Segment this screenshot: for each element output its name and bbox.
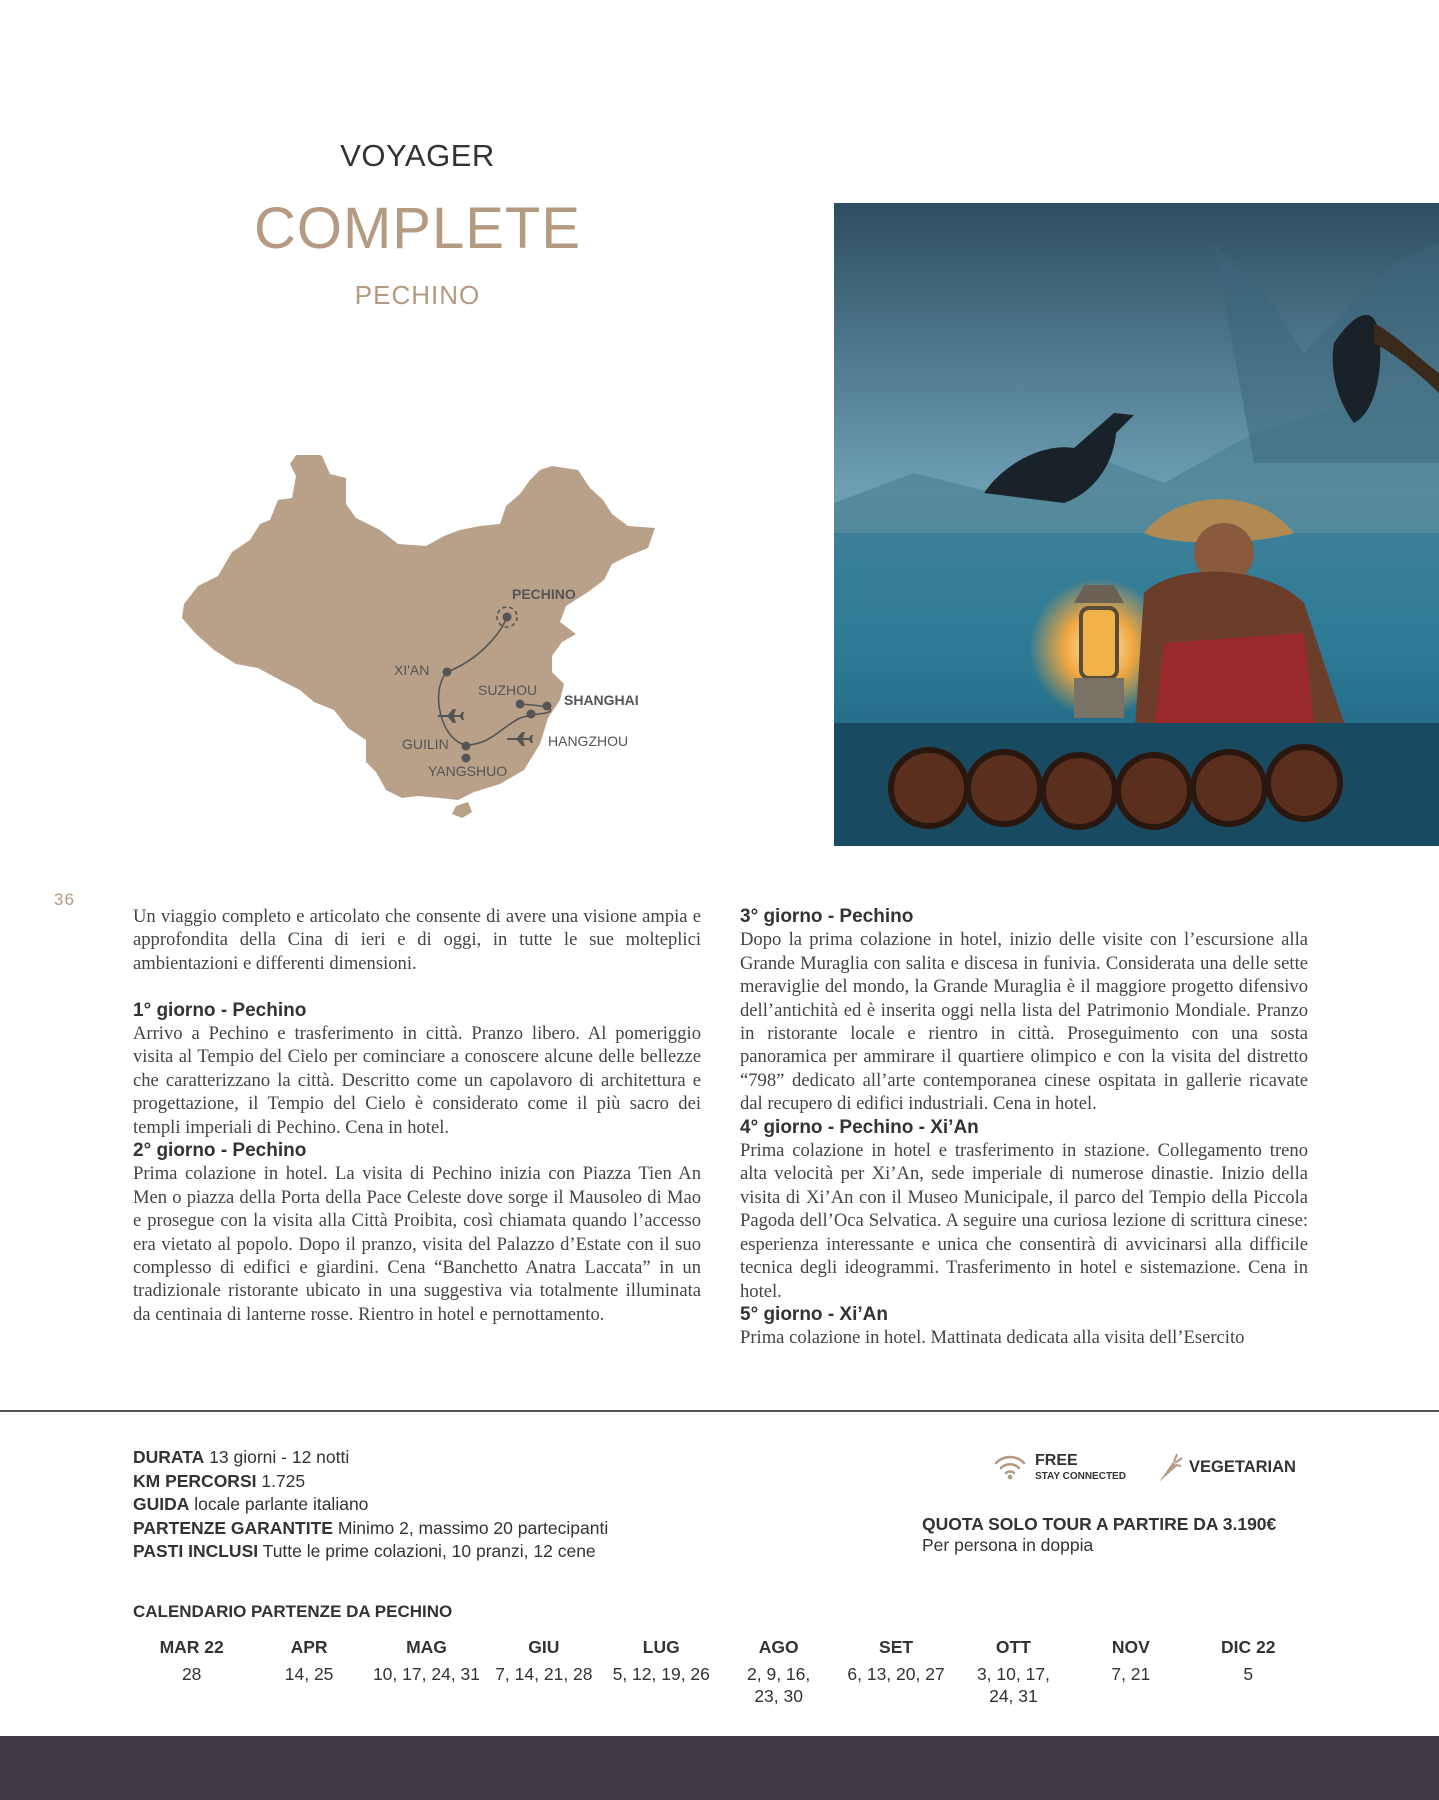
stay-connected-label: STAY CONNECTED [1035, 1471, 1126, 1482]
itinerary-column-left [133, 905, 701, 1326]
carrot-icon [1153, 1452, 1183, 1484]
itinerary-column-right [740, 905, 1308, 1350]
calendar-month: OTT 3, 10, 17, 24, 31 [976, 1637, 1050, 1706]
spec-guide: GUIDA locale parlante italiano [133, 1494, 369, 1514]
china-route-map [170, 455, 670, 835]
vegetarian-label: VEGETARIAN [1189, 1458, 1296, 1476]
spec-duration: DURATA 13 giorni - 12 notti [133, 1447, 350, 1467]
map-label-yangshuo: YANGSHUO [428, 763, 508, 779]
calendar-month: MAG 10, 17, 24, 31 [372, 1637, 480, 1684]
map-label-pechino: PECHINO [512, 586, 576, 602]
price-block [922, 1514, 1310, 1556]
spec-meals: PASTI INCLUSI Tutte le prime colazioni, 10 pranzi, 12 cene [133, 1541, 596, 1561]
calendar-month: LUG 5, 12, 19, 26 [612, 1637, 710, 1684]
page-subtitle: PECHINO [354, 280, 481, 310]
day-3-title: 3° giorno - Pechino [740, 906, 914, 927]
day-1-text: Arrivo a Pechino e trasferimento in città. Pranzo libero. Al pomeriggio visita al Tempio del Cielo per cominciare a conoscere alcune delle bellezze che caratterizzano la città. Descritto come un capolavoro di architettura e progettazione, il Tempio del Cielo è considerato come il più sacro dei templi imperiali di Pechino. Cena in hotel. [133, 1023, 701, 1138]
day-2-text: Prima colazione in hotel. La visita di Pechino inizia con Piazza Tien An Men o piazza della Porta della Pace Celeste dove sorge il Mausoleo di Mao e prosegue con la visita alla Città Proibita, così chiamata quando l’accesso era vietato al popolo. Dopo il pranzo, visita del Palazzo d’Estate con il suo complesso di edifici e giardini. Cena “Banchetto Anatra Laccata” in un tradizionale ristorante ubicato in una suggestiva via totalmente illuminata da centinaia di lanterne rosse. Rientro in hotel e pernottamento. [133, 1163, 701, 1325]
section-divider [0, 1410, 1439, 1412]
day-3-text: Dopo la prima colazione in hotel, inizio delle visite con l’escursione alla Grande Muraglia con salita e discesa in funivia. Considerata una delle sette meraviglie del mondo, la Grande Muraglia è il maggiore progetto difensivo dell’antichità ed è inserita oggi nella lista del Patrimonio Mondiale. Pranzo in ristorante locale e rientro in città. Proseguimento con una sosta panoramica per ammirare il quartiere olimpico e con la visita del distretto “798” dedicato all’arte contemporanea cinese ospitata in gallerie ricavate dal recupero di edifici industriali. Cena in hotel. [740, 929, 1308, 1115]
tour-specs [133, 1446, 608, 1564]
page-title: COMPLETE [253, 196, 582, 261]
departure-calendar [133, 1634, 1323, 1707]
map-label-suzhou: SUZHOU [478, 682, 538, 698]
calendar-title: CALENDARIO PARTENZE DA PECHINO [133, 1602, 453, 1621]
calendar-month: NOV 7, 21 [1111, 1637, 1151, 1684]
cormorant-fisherman-photo [834, 203, 1439, 846]
day-4-title: 4° giorno - Pechino - Xi’An [740, 1116, 979, 1138]
intro-text: Un viaggio completo e articolato che consente di avere una visione ampia e approfondita della Cina di ieri e di oggi, in tutte le sue molteplici ambientazioni e differenti dimensioni. [133, 906, 701, 974]
price-note: Per persona in doppia [922, 1535, 1094, 1555]
day-1-title: 1° giorno - Pechino [133, 999, 307, 1021]
price-main: QUOTA SOLO TOUR A PARTIRE DA 3.190€ [922, 1514, 1277, 1534]
footer-bar [0, 1736, 1439, 1800]
day-5-text: Prima colazione in hotel. Mattinata dedicata alla visita dell’Esercito [740, 1327, 1245, 1349]
wifi-icon [993, 1452, 1027, 1482]
calendar-month: MAR 22 28 [159, 1637, 224, 1684]
spec-km: KM PERCORSI 1.725 [133, 1470, 306, 1491]
map-label-hangzhou: HANGZHOU [548, 733, 629, 749]
calendar-month: DIC 22 5 [1220, 1637, 1276, 1684]
calendar-month: GIU 7, 14, 21, 28 [495, 1637, 593, 1684]
brand-kicker: VOYAGER [340, 138, 495, 173]
day-4-text: Prima colazione in hotel e trasferimento in stazione. Collegamento treno alta velocità per Xi’An, sede imperiale di numerose dinastie. Inizio della visita di Xi’An con il Museo Municipale, il parco del Tempio della Piccola Pagoda dell’Oca Selvatica. A seguire una curiosa lezione di scrittura cinese: esperienza interessante e unica che consentirà di avvicinarsi alla difficile tecnica degli ideogrammi. Trasferimento in hotel e sistemazione. Cena in hotel. [740, 1140, 1308, 1302]
page-number: 36 [54, 890, 75, 909]
calendar-month: APR 14, 25 [284, 1637, 334, 1684]
map-label-guilin: GUILIN [402, 736, 449, 752]
free-wifi-label: FREE [1035, 1452, 1078, 1469]
map-label-shanghai: SHANGHAI [564, 692, 639, 708]
day-2-title: 2° giorno - Pechino [133, 1140, 307, 1162]
day-5-title: 5° giorno - Xi’An [740, 1303, 888, 1325]
spec-departures: PARTENZE GARANTITE Minimo 2, massimo 20 partecipanti [133, 1517, 609, 1538]
map-label-xian: XI'AN [394, 662, 430, 678]
calendar-month: AGO 2, 9, 16, 23, 30 [747, 1637, 811, 1706]
service-badges [993, 1452, 1311, 1486]
calendar-month: SET 6, 13, 20, 27 [847, 1637, 945, 1684]
